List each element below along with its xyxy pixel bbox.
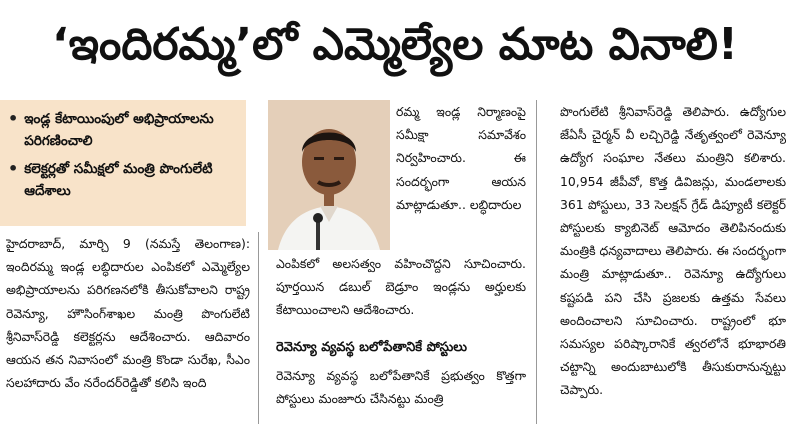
article-column-2-continued: రెవెన్యూ వ్యవస్థ బలోపేతానికే ప్రభుత్వం కొత్తగా పోస్టులు మంజూరు చేసినట్టు మంత్రి — [276, 368, 526, 407]
article-column-1: హైదరాబాద్, మార్చి 9 (నమస్తే తెలంగాణ): ఇందిరమ్మ ఇండ్ల లబ్ధిదారుల ఎంపికలో ఎమ్మెల్యేల అభిప్రాయాలను పరిగణనలోకి తీసుకోవాలని రాష్ట్ర రెవెన్యూ, హౌసింగ్‌శాఖల మంత్రి పొంగులేటి శ్రీనివాస్‌రెడ్డి కలెక్టర్లను ఆదేశించారు. ఆదివారం ఆయన తన నివాసంలో మంత్రి కొండా సురేఖ, సీఎం సలహాదారు వేం నరేందర్‌రెడ్డితో కలిసి ఇంది — [6, 236, 250, 391]
highlight-item — [8, 108, 240, 152]
minister-photo — [268, 100, 390, 250]
bullet-icon: • — [8, 159, 19, 178]
highlight-text: కలెక్టర్లతో సమీక్షలో మంత్రి పొంగులేటి ఆదేశాలు — [24, 161, 213, 199]
highlight-text: ఇండ్ల కేటాయింపులో అభిప్రాయాలను పరిగణించాలి — [24, 111, 214, 149]
subheading: రెవెన్యూ వ్యవస్థ బలోపేతానికే పోస్టులు — [276, 340, 468, 355]
highlight-item — [8, 158, 240, 202]
article-column-2: ఎంపికలో అలసత్వం వహించొద్దని సూచించారు. పూర్తయిన డబుల్ బెడ్రూం ఇండ్లను అర్హులకు కేటాయించాలని ఆదేశించారు. — [276, 256, 526, 318]
article-column-2-top: రమ్మ ఇండ్ల నిర్మాణంపై సమీక్షా సమావేశం నిర్వహించారు. ఈ సందర్భంగా ఆయన మాట్లాడుతూ.. లబ్ధిదారుల — [396, 104, 526, 212]
portrait-illustration — [268, 100, 390, 250]
headline: ‘ఇందిరమ్మ’లో ఎమ్మెల్యేల మాట వినాలి! — [51, 19, 738, 70]
article-column-3: పొంగులేటి శ్రీనివాస్‌రెడ్డి తెలిపారు. ఉద్యోగుల జేఏసీ చైర్మన్ వీ లచ్చిరెడ్డి నేతృత్వంలో రెవెన్యూ ఉద్యోగ సంఘాల నేతలు మంత్రిని కలిశారు. 10,954 జీపీవో, కొత్త డివిజన్లు, మండలాలకు 361 పోస్టులు, 33 సెలక్షన్ గ్రేడ్ డిప్యూటీ కలెక్టర్ పోస్టులకు క్యాబినెట్ ఆమోదం తెలిపినందుకు మంత్రికి ధన్యవాదాలు తెలిపారు. ఈ సందర్భంగా మంత్రి మాట్లాడుతూ.. రెవెన్యూ ఉద్యోగులు కష్టపడి పని చేసి ప్రజలకు ఉత్తమ సేవలు అందించాలని సూచించారు. రాష్ట్రంలో భూ సమస్యల పరిష్కారానికే త్వరలోనే భూభారతి చట్టాన్ని అందుబాటులోకి తీసుకురానున్నట్టు చెప్పారు. — [560, 104, 786, 398]
highlights-box — [0, 100, 246, 226]
column-divider — [258, 232, 259, 424]
bullet-icon: • — [8, 109, 19, 128]
column-divider — [536, 100, 537, 424]
